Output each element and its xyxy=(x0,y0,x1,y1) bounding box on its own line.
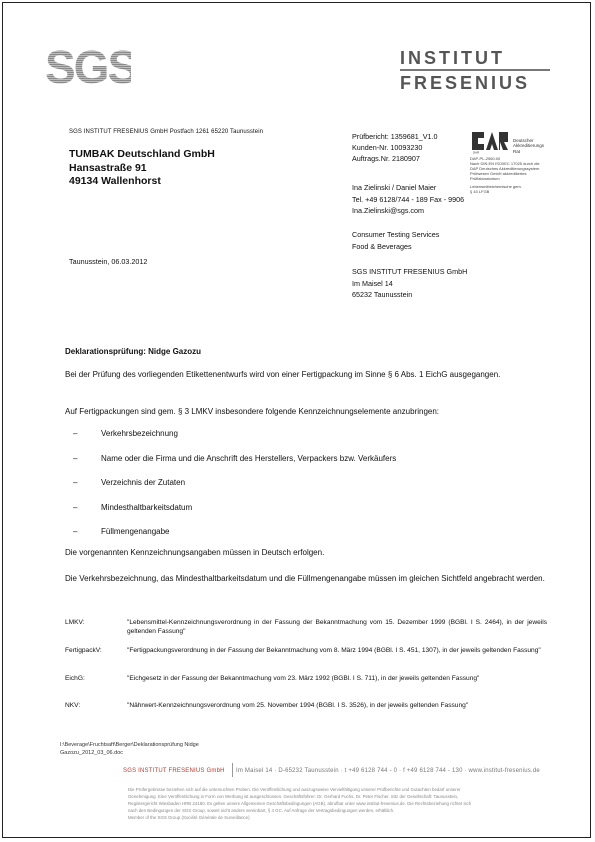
report-number: Prüfbericht: 1359681_V1.0 xyxy=(352,132,438,141)
logo-divider xyxy=(400,69,550,71)
dar-line-5: Lebensmittelchemische gem. xyxy=(470,184,522,189)
institut-fresenius-logo xyxy=(400,49,550,92)
dar-logo-label: DAR xyxy=(473,150,480,154)
bullet-dash: – xyxy=(73,429,78,438)
definition-value: "Lebensmittel-Kennzeichnungsverordnung in der Fassung der Bekanntmachung vom 15. Dezember 1999 (BGBl. I S. 2464), in der jeweils geltenden Fassung" xyxy=(127,619,547,635)
footer-company: SGS INSTITUT FRESENIUS GmbH xyxy=(123,768,225,774)
dar-line-1: Nach DIN EN ISO/IEC 17025 durch die xyxy=(470,161,540,166)
dar-line-3: Prüfwesen GmbH akkreditiertes xyxy=(470,171,527,176)
institute-city: 65232 Taunusstein xyxy=(352,290,413,299)
paragraph-4: Die Verkehrsbezeichnung, das Mindesthaltbarkeitsdatum und die Füllmengenangabe müssen im gleichen Sichtfeld angebracht werden. xyxy=(65,574,545,583)
customer-number: Kunden-Nr. 10093230 xyxy=(352,143,423,152)
subject-line: Deklarationsprüfung: Nidge Gazozu xyxy=(65,347,202,356)
file-path xyxy=(60,741,199,757)
contact-phone: Tel. +49 6128/744 - 189 Fax - 9906 xyxy=(352,194,465,204)
bullet-dash: – xyxy=(73,502,78,512)
definition-key: NKV: xyxy=(65,702,81,709)
logo-line-fresenius: FRESENIUS xyxy=(400,73,531,93)
bullet-text: Füllmengenangabe xyxy=(101,527,170,536)
dar-line-2: DAP Deutsches Akkreditierungssystem xyxy=(470,166,540,171)
svg-text:SGS: SGS xyxy=(45,46,131,86)
dar-accreditation xyxy=(470,128,550,194)
dar-side-line-2: Akkreditierungs xyxy=(513,143,545,148)
legal-line-2: Genehmigung. Eine Veröffentlichung in Form von Werbung ist ausgeschlossen. Geschäftsführer: Dr. Gerhard Fuchs, Dr. Peter Fischer. Sitz der Gesellschaft: Taunusstein, xyxy=(128,794,459,799)
paragraph-3: Die vorgenannten Kennzeichnungsangaben müssen in Deutsch erfolgen. xyxy=(65,548,325,557)
definition-key: LMKV: xyxy=(65,619,85,626)
sgs-logo xyxy=(45,46,131,86)
definition-value: "Nährwert-Kennzeichnungsverordnung vom 25. November 1994 (BGBl. I S. 3526), in der jeweils geltenden Fassung" xyxy=(127,702,469,709)
dar-side-line-3: Rat xyxy=(513,148,521,154)
bullet-text: Verzeichnis der Zutaten xyxy=(101,478,186,487)
legal-line-5: Member of the SGS Group (Société Générale de Surveillance) xyxy=(128,815,250,820)
sender-line: SGS INSTITUT FRESENIUS GmbH Postfach 1261 65220 Taunusstein xyxy=(69,129,264,135)
footer-divider xyxy=(232,763,233,777)
report-meta xyxy=(352,131,438,164)
institute-name: SGS INSTITUT FRESENIUS GmbH xyxy=(352,267,468,276)
department-block xyxy=(352,229,439,252)
bullet-dash: – xyxy=(73,478,78,487)
footer-address: Im Maisel 14 · D-65232 Taunusstein · t +49 6128 744 - 0 · f +49 6128 744 - 130 · www.institut-fresenius.de xyxy=(236,768,540,774)
place-date: Taunusstein, 06.03.2012 xyxy=(69,257,148,266)
bullet-text: Verkehrsbezeichnung xyxy=(101,429,178,438)
bullet-dash: – xyxy=(73,453,78,463)
logo-line-institut: INSTITUT xyxy=(400,48,505,68)
dar-side-line-1: Deutscher xyxy=(513,137,534,143)
contact-block xyxy=(352,182,464,217)
contact-email: Ina.Zielinski@sgs.com xyxy=(352,206,425,215)
file-path-line-2: Gazozu_2012_03_06.doc xyxy=(60,750,123,756)
dar-line-6: § 43 LFGB xyxy=(470,189,490,194)
bullet-text: Name oder die Firma und die Anschrift des Herstellers, Verpackers bzw. Verkäufers xyxy=(101,453,397,463)
definition-value: "Eichgesetz in der Fassung der Bekanntmachung vom 23. März 1992 (BGBl. I S. 711), in der jeweils geltenden Fassung" xyxy=(127,675,480,682)
recipient-company: TUMBAK Deutschland GmbH xyxy=(69,148,215,160)
definition-value: "Fertigpackungsverordnung in der Fassung der Bekanntmachung vom 8. März 1994 (BGBl. I S. 451, 1307), in der jeweils geltenden Fassung" xyxy=(127,647,541,654)
definition-key: FertigpackV: xyxy=(65,647,102,654)
institute-address xyxy=(352,266,467,301)
file-path-line-1: I:\Beverage\Fruchtsaft\Berger\Deklarationsprüfung Nidge xyxy=(60,742,199,748)
order-number: Auftrags.Nr. 2180907 xyxy=(352,154,420,163)
department-line-2: Food & Beverages xyxy=(352,241,412,251)
legal-line-1: Die Prüfergebnisse beziehen sich auf die untersuchten Proben. Die Veröffentlichung und auszugsweise Vervielfältigung unserer Prüfberichte und Gutachten bedarf unserer xyxy=(128,787,461,792)
bullet-dash: – xyxy=(73,527,78,536)
recipient-address xyxy=(69,148,215,189)
dar-logo-icon xyxy=(470,128,510,154)
dar-code: DAP-PL-2560.00 xyxy=(470,156,501,161)
sgs-logo-graphic xyxy=(45,46,131,86)
recipient-city: 49134 Wallenhorst xyxy=(69,175,161,187)
footer-legal xyxy=(128,786,568,821)
bullet-text: Mindesthaltbarkeitsdatum xyxy=(101,502,193,512)
paragraph-2: Auf Fertigpackungen sind gem. § 3 LMKV insbesondere folgende Kennzeichnungselemente anzubringen: xyxy=(65,407,440,416)
legal-line-4: nach den Bedingungen der SGS Group, soweit nicht anders vereinbart, § 4 GC. Auf Anfrage der Vertragsbedingungen werden, erhältlich. xyxy=(128,808,395,813)
definition-key: EichG: xyxy=(65,675,85,682)
institute-street: Im Maisel 14 xyxy=(352,278,393,288)
paragraph-1: Bei der Prüfung des vorliegenden Etikettenentwurfs wird von einer Fertigpackung im Sinne § 6 Abs. 1 EichG ausgegangen. xyxy=(65,370,501,379)
dar-line-4: Prüflaboratorium xyxy=(470,176,500,181)
recipient-street: Hansastraße 91 xyxy=(69,161,147,174)
dar-details xyxy=(470,156,550,194)
dar-side-text xyxy=(513,138,544,155)
contact-name: Ina Zielinski / Daniel Maier xyxy=(352,183,437,192)
legal-line-3: Registergericht Wiesbaden HRB 24180. Es gelten unsere Allgemeinen Geschäftsbedingungen (AGB), abrufbar unter www.institut-fresenius.de. Die Rechtsbeziehung richtet sich xyxy=(128,801,472,806)
department-line-1: Consumer Testing Services xyxy=(352,230,440,239)
